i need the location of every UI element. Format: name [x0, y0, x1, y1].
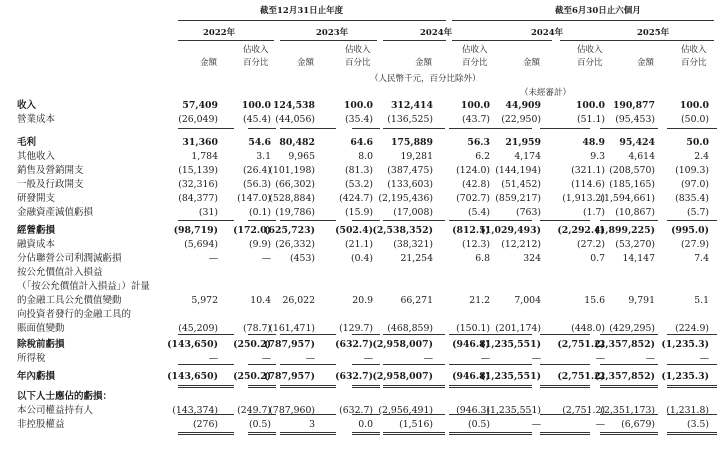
section-rule: [248, 364, 276, 365]
section-rule: [248, 414, 276, 415]
table-cell: (147.0): [237, 193, 271, 204]
table-cell: —: [699, 353, 709, 364]
section-rule: [352, 220, 380, 221]
row-label: 本公司權益持有人: [17, 405, 94, 416]
section-rule: [383, 414, 445, 415]
table-cell: (56.3): [243, 179, 271, 190]
table-cell: (1,899,225): [594, 225, 655, 236]
table-cell: (50.0): [681, 114, 709, 125]
row-label: 非控股權益: [17, 419, 65, 430]
section-rule: [280, 414, 336, 415]
table-cell: —: [531, 353, 541, 364]
table-cell: 100.0: [241, 100, 271, 111]
row-label: 融資成本: [17, 239, 56, 250]
table-cell: (224.9): [675, 323, 709, 334]
table-cell: (1,516): [399, 419, 433, 430]
section-rule: [383, 128, 445, 129]
table-cell: 44,909: [505, 100, 541, 111]
table-cell: (1.7): [582, 207, 605, 218]
section-rule: [280, 220, 336, 221]
table-cell: (45,209): [178, 323, 218, 334]
table-cell: (1,235,551): [486, 405, 541, 416]
table-cell: (448.0): [571, 323, 605, 334]
table-cell: (763): [516, 207, 541, 218]
table-cell: 19,281: [400, 151, 433, 162]
section-rule: [383, 334, 445, 335]
row-label: 一般及行政開支: [17, 179, 84, 190]
table-cell: (150.1): [456, 323, 490, 334]
section-rule: [540, 128, 590, 129]
table-cell: (9.9): [248, 239, 271, 250]
total-double-rule: [352, 432, 380, 435]
section-rule: [460, 364, 532, 365]
table-cell: —: [595, 419, 605, 430]
table-cell: (17,008): [393, 207, 433, 218]
table-cell: 312,414: [390, 100, 433, 111]
section-rule: [667, 414, 717, 415]
table-cell: 5.1: [694, 295, 709, 306]
table-cell: (144,194): [495, 165, 541, 176]
table-cell: (143,374): [172, 405, 218, 416]
total-double-rule: [280, 385, 336, 388]
section-rule: [178, 128, 234, 129]
table-cell: (632.7): [339, 405, 373, 416]
year-rule-1: [280, 40, 377, 41]
table-cell: (0.5): [467, 419, 490, 430]
table-cell: 15.6: [584, 295, 605, 306]
row-label: （「按公允價值計入損益」）計量: [17, 281, 151, 292]
row-label: 分佔聯營公司利潤減虧損: [17, 253, 122, 264]
table-cell: (632.7): [335, 339, 373, 350]
section-rule: [460, 414, 532, 415]
table-cell: (161,471): [269, 323, 315, 334]
table-cell: 4,174: [514, 151, 541, 162]
table-cell: (2,292.4): [557, 225, 605, 236]
table-cell: (468,859): [387, 323, 433, 334]
table-cell: (133,603): [387, 179, 433, 190]
amount-header: 金額: [523, 58, 541, 68]
table-cell: (453): [290, 253, 315, 264]
section-rule: [460, 128, 532, 129]
table-cell: 95,424: [619, 137, 655, 148]
total-double-rule: [248, 385, 276, 388]
section-rule: [280, 364, 336, 365]
table-cell: (1,231.8): [666, 405, 709, 416]
table-cell: (859,217): [495, 193, 541, 204]
year-label-3: 2024年: [531, 28, 564, 38]
total-double-rule: [352, 385, 380, 388]
header-year-rule: [178, 20, 446, 21]
table-cell: (249.7): [237, 405, 271, 416]
table-cell: (32,316): [178, 179, 218, 190]
table-cell: (95,453): [615, 114, 655, 125]
table-cell: 14,147: [622, 253, 655, 264]
table-cell: (502.4): [335, 225, 373, 236]
table-cell: (15.9): [345, 207, 373, 218]
total-double-rule: [280, 432, 336, 435]
table-cell: (26,049): [178, 114, 218, 125]
table-cell: (2,958,007): [372, 371, 433, 382]
year-rule-0: [178, 40, 274, 41]
section-rule: [248, 128, 276, 129]
section-rule: [352, 128, 380, 129]
table-cell: 10.4: [250, 295, 271, 306]
table-cell: (185,165): [609, 179, 655, 190]
section-rule: [600, 220, 658, 221]
table-cell: —: [595, 353, 605, 364]
total-double-rule: [600, 385, 658, 388]
table-cell: (6,679): [621, 419, 655, 430]
table-cell: (1,235.3): [661, 339, 709, 350]
table-cell: (27.2): [577, 239, 605, 250]
table-cell: (250.2): [233, 339, 271, 350]
table-cell: (27.9): [681, 239, 709, 250]
table-cell: (387,475): [387, 165, 433, 176]
table-cell: 3.1: [256, 151, 271, 162]
table-cell: 100.0: [575, 100, 605, 111]
table-cell: (26,332): [275, 239, 315, 250]
row-label: 年內虧損: [17, 371, 56, 382]
year-rule-3: [452, 40, 552, 41]
table-cell: (2,538,352): [372, 225, 433, 236]
row-label: 研發開支: [17, 193, 56, 204]
pct-header-line2: 百分比: [577, 58, 603, 68]
section-rule: [178, 334, 234, 335]
table-cell: (1,913.2): [562, 193, 605, 204]
table-cell: (43.7): [462, 114, 490, 125]
section-rule: [600, 334, 658, 335]
table-cell: (946.8): [452, 339, 490, 350]
table-cell: (44,056): [275, 114, 315, 125]
table-cell: 5,972: [191, 295, 218, 306]
pct-header-line1: 佔收入: [577, 45, 603, 55]
table-cell: (124.0): [456, 165, 490, 176]
total-double-rule: [460, 385, 532, 388]
table-cell: (632.7): [335, 371, 373, 382]
table-cell: (15,139): [178, 165, 218, 176]
table-cell: (143,650): [167, 339, 218, 350]
year-label-1: 2023年: [316, 28, 349, 38]
table-cell: (528,884): [269, 193, 315, 204]
table-cell: (66,302): [275, 179, 315, 190]
section-rule: [280, 128, 336, 129]
table-cell: (2,195,436): [378, 193, 433, 204]
section-rule: [352, 364, 380, 365]
table-cell: 21,254: [400, 253, 433, 264]
table-cell: (835.4): [675, 193, 709, 204]
table-cell: 26,022: [282, 295, 315, 306]
table-cell: 2.4: [694, 151, 709, 162]
row-label: 除稅前虧損: [17, 339, 65, 350]
table-cell: (2,751.2): [562, 405, 605, 416]
table-cell: 324: [523, 253, 541, 264]
table-cell: (946.3): [456, 405, 490, 416]
table-cell: (1,029,493): [480, 225, 541, 236]
total-double-rule: [178, 432, 234, 435]
table-cell: (109.3): [675, 165, 709, 176]
unaudited-note: （未經審計）: [520, 88, 572, 98]
table-cell: (424.7): [339, 193, 373, 204]
table-cell: —: [480, 353, 490, 364]
table-cell: 9.3: [590, 151, 605, 162]
table-cell: (2,958,007): [372, 339, 433, 350]
pct-header-line2: 百分比: [462, 58, 488, 68]
table-cell: (98,719): [173, 225, 218, 236]
table-cell: (0.1): [248, 207, 271, 218]
table-cell: (21.1): [345, 239, 373, 250]
year-label-0: 2022年: [203, 28, 236, 38]
row-label: 向投資者發行的金融工具的: [17, 309, 132, 320]
table-cell: 1,784: [191, 151, 218, 162]
section-rule: [667, 220, 717, 221]
table-cell: (2,351,173): [600, 405, 655, 416]
table-cell: 48.9: [582, 137, 605, 148]
header-6m-group: 截至6月30日止六個月: [555, 6, 641, 16]
table-cell: (2,751.2): [557, 371, 605, 382]
table-cell: (136,525): [387, 114, 433, 125]
table-cell: 8.0: [358, 151, 373, 162]
table-cell: (51.1): [577, 114, 605, 125]
table-cell: (172.0): [233, 225, 271, 236]
table-cell: 56.3: [467, 137, 490, 148]
amount-header: 金額: [415, 58, 433, 68]
row-label: 收入: [17, 100, 37, 111]
table-cell: 100.0: [343, 100, 373, 111]
section-rule: [600, 364, 658, 365]
table-cell: 7,004: [514, 295, 541, 306]
table-cell: (787,957): [264, 339, 315, 350]
table-cell: (53,270): [615, 239, 655, 250]
section-rule: [178, 364, 234, 365]
table-cell: (2,751.2): [557, 339, 605, 350]
section-rule: [600, 414, 658, 415]
table-cell: 21.2: [469, 295, 490, 306]
table-cell: —: [645, 353, 655, 364]
section-rule: [280, 334, 336, 335]
total-double-rule: [540, 385, 590, 388]
section-rule: [248, 220, 276, 221]
row-label: 的金融工具公允價值變動: [17, 295, 122, 306]
table-cell: 7.4: [694, 253, 709, 264]
table-cell: 54.6: [248, 137, 271, 148]
table-cell: (42.8): [462, 179, 490, 190]
pct-header-line2: 百分比: [243, 58, 269, 68]
table-cell: (2,357,852): [594, 371, 655, 382]
section-rule: [667, 364, 717, 365]
pct-header-line1: 佔收入: [462, 45, 488, 55]
row-label: 毛利: [17, 137, 37, 148]
section-rule: [352, 414, 380, 415]
table-cell: (51,452): [501, 179, 541, 190]
row-label: 銷售及營銷開支: [17, 165, 84, 176]
table-cell: —: [423, 353, 433, 364]
row-label: 所得稅: [17, 353, 46, 364]
table-cell: (143,650): [167, 371, 218, 382]
table-cell: (787,957): [264, 371, 315, 382]
table-cell: 80,482: [279, 137, 315, 148]
total-double-rule: [383, 432, 445, 435]
table-cell: 100.0: [460, 100, 490, 111]
table-cell: (12,212): [501, 239, 541, 250]
table-cell: (5.4): [467, 207, 490, 218]
table-cell: 66,271: [400, 295, 433, 306]
header-year-group: 截至12月31日止年度: [260, 6, 344, 16]
year-rule-4: [560, 40, 714, 41]
year-label-2: 2024年: [420, 28, 453, 38]
row-label: 以下人士應佔的虧損：: [17, 391, 113, 402]
table-cell: (22,950): [501, 114, 541, 125]
section-rule: [178, 414, 234, 415]
pct-header-line1: 佔收入: [243, 45, 269, 55]
row-label: 按公允價值計入損益: [17, 267, 103, 278]
table-cell: (787,960): [269, 405, 315, 416]
table-cell: (250.2): [233, 371, 271, 382]
table-cell: —: [208, 253, 218, 264]
table-cell: (208,570): [609, 165, 655, 176]
table-cell: 0.0: [358, 419, 373, 430]
table-cell: (81.3): [345, 165, 373, 176]
table-cell: 100.0: [679, 100, 709, 111]
table-cell: 9,791: [628, 295, 655, 306]
section-rule: [383, 220, 445, 221]
table-cell: (12.3): [462, 239, 490, 250]
table-cell: —: [261, 353, 271, 364]
table-cell: 6.2: [475, 151, 490, 162]
table-cell: 6.8: [475, 253, 490, 264]
table-cell: (31): [198, 207, 218, 218]
table-cell: —: [363, 353, 373, 364]
table-cell: (101,198): [269, 165, 315, 176]
pct-header-line2: 百分比: [681, 58, 707, 68]
section-rule: [383, 364, 445, 365]
table-cell: (5,694): [184, 239, 218, 250]
table-cell: (26.4): [243, 165, 271, 176]
table-cell: 124,538: [272, 100, 315, 111]
section-rule: [352, 334, 380, 335]
amount-header: 金額: [200, 58, 218, 68]
table-cell: 3: [309, 419, 315, 430]
table-cell: 21,959: [505, 137, 541, 148]
table-cell: (19,786): [275, 207, 315, 218]
table-cell: (2,357,852): [594, 339, 655, 350]
section-rule: [540, 414, 590, 415]
table-cell: —: [208, 353, 218, 364]
table-cell: (10,867): [615, 207, 655, 218]
table-cell: (1,235.3): [661, 371, 709, 382]
total-double-rule: [383, 385, 445, 388]
table-cell: (129.7): [339, 323, 373, 334]
pct-header-line1: 佔收入: [681, 45, 707, 55]
row-label: 其他收入: [17, 151, 56, 162]
table-cell: 9,965: [288, 151, 315, 162]
table-cell: 0.7: [590, 253, 605, 264]
table-cell: 4,614: [628, 151, 655, 162]
table-cell: (5.7): [686, 207, 709, 218]
table-cell: (38,321): [393, 239, 433, 250]
section-rule: [540, 220, 590, 221]
unit-note: （人民幣千元，百分比除外）: [370, 74, 481, 84]
row-label: 營業成本: [17, 114, 56, 125]
table-cell: (276): [193, 419, 218, 430]
total-double-rule: [667, 385, 717, 388]
total-double-rule: [248, 432, 276, 435]
year-label-4: 2025年: [637, 28, 670, 38]
table-cell: 64.6: [350, 137, 373, 148]
table-cell: (201,174): [495, 323, 541, 334]
table-cell: (1,235,551): [480, 371, 541, 382]
table-cell: (97.0): [681, 179, 709, 190]
table-cell: (35.4): [345, 114, 373, 125]
amount-header: 金額: [637, 58, 655, 68]
table-cell: (45.4): [243, 114, 271, 125]
table-cell: (84,377): [178, 193, 218, 204]
section-rule: [667, 334, 717, 335]
total-double-rule: [178, 385, 234, 388]
table-cell: —: [531, 419, 541, 430]
table-cell: (1,594,661): [600, 193, 655, 204]
table-cell: (995.0): [671, 225, 709, 236]
table-cell: 50.0: [686, 137, 709, 148]
table-cell: (114.6): [571, 179, 605, 190]
table-cell: (812.5): [452, 225, 490, 236]
row-label: 經營虧損: [17, 225, 56, 236]
amount-header: 金額: [297, 58, 315, 68]
table-cell: (702.7): [456, 193, 490, 204]
section-rule: [540, 334, 590, 335]
table-cell: (625,723): [264, 225, 315, 236]
table-cell: —: [305, 353, 315, 364]
table-cell: (0.4): [350, 253, 373, 264]
table-cell: (321.1): [571, 165, 605, 176]
row-label: 金融資產減值虧損: [17, 207, 94, 218]
table-cell: (78.7): [243, 323, 271, 334]
table-cell: (3.5): [686, 419, 709, 430]
table-cell: (1,235,551): [480, 339, 541, 350]
section-rule: [540, 364, 590, 365]
table-cell: —: [261, 253, 271, 264]
table-cell: (0.5): [248, 419, 271, 430]
total-double-rule: [667, 432, 717, 435]
table-cell: 20.9: [352, 295, 373, 306]
section-rule: [460, 220, 532, 221]
section-rule: [600, 128, 658, 129]
table-cell: 190,877: [612, 100, 655, 111]
total-double-rule: [460, 432, 532, 435]
section-rule: [248, 334, 276, 335]
section-rule: [667, 128, 717, 129]
header-6m-rule: [452, 20, 714, 21]
section-rule: [460, 334, 532, 335]
row-label: 賬面值變動: [17, 323, 65, 334]
total-double-rule: [600, 432, 658, 435]
year-rule-2: [383, 40, 446, 41]
table-cell: 57,409: [182, 100, 218, 111]
total-double-rule: [540, 432, 590, 435]
pct-header-line2: 百分比: [345, 58, 371, 68]
pct-header-line1: 佔收入: [345, 45, 371, 55]
table-cell: 175,889: [390, 137, 433, 148]
table-cell: (2,956,491): [378, 405, 433, 416]
section-rule: [178, 220, 234, 221]
table-cell: (946.8): [452, 371, 490, 382]
table-cell: 31,360: [182, 137, 218, 148]
table-cell: (53.2): [345, 179, 373, 190]
table-cell: (429,295): [609, 323, 655, 334]
